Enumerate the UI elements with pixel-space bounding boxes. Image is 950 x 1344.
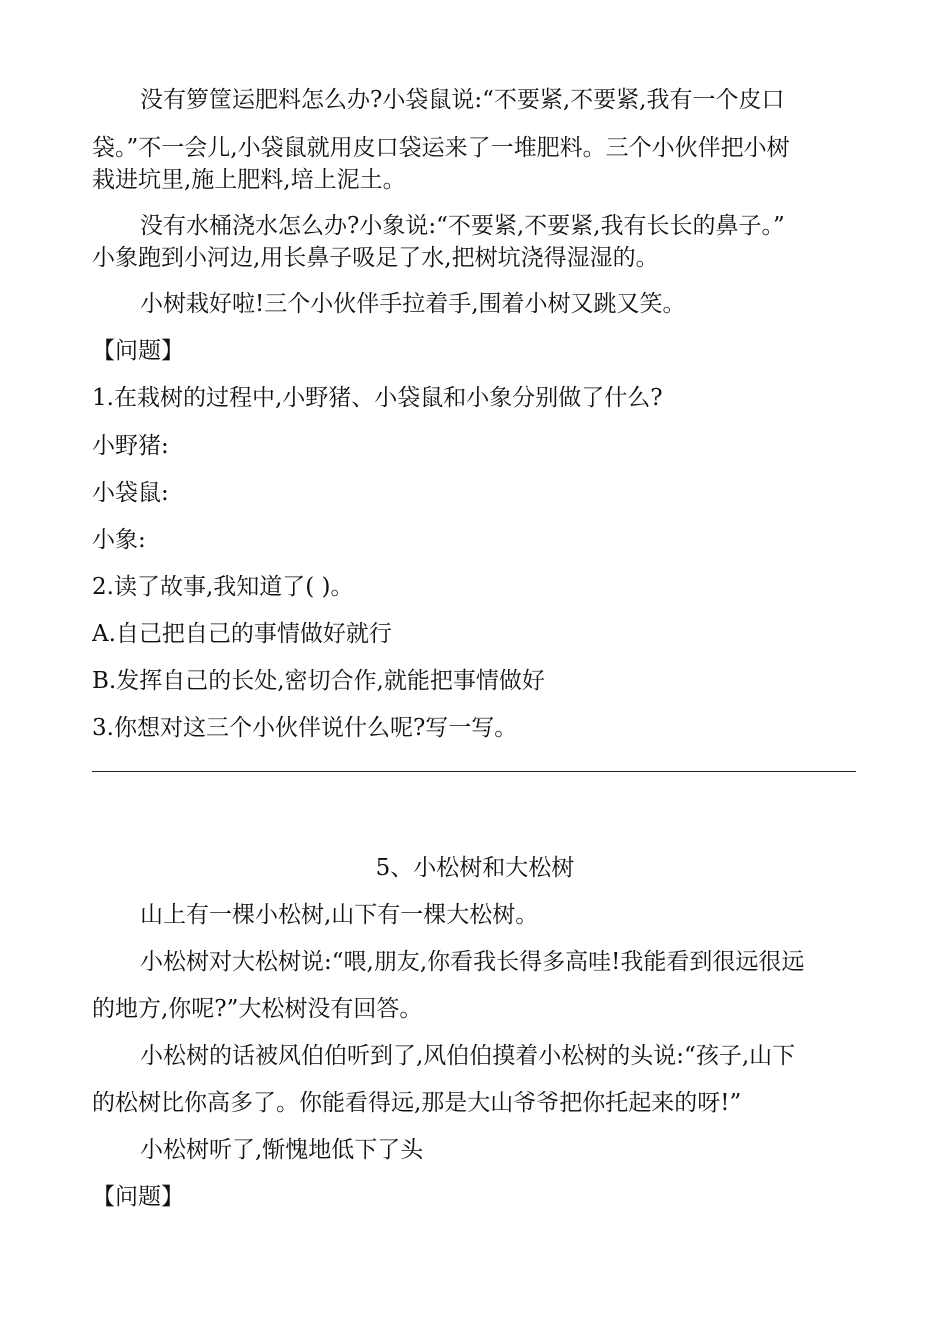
answer-label-wild-boar: 小野猪: bbox=[92, 433, 169, 459]
story1-para2-line1: 没有水桶浇水怎么办?小象说:“不要紧,不要紧,我有长长的鼻子。” bbox=[140, 213, 785, 239]
question-1: 1.在栽树的过程中,小野猪、小袋鼠和小象分别做了什么? bbox=[92, 385, 663, 411]
story2-para4: 小松树听了,惭愧地低下了头 bbox=[140, 1137, 424, 1163]
answer-label-elephant: 小象: bbox=[92, 527, 146, 553]
story2-para3-line1: 小松树的话被风伯伯听到了,风伯伯摸着小松树的头说:“孩子,山下 bbox=[140, 1043, 796, 1069]
question-2: 2.读了故事,我知道了( )。 bbox=[92, 574, 354, 600]
story2-title: 5、小松树和大松树 bbox=[375, 855, 575, 881]
question-2-option-b: B.发挥自己的长处,密切合作,就能把事情做好 bbox=[92, 668, 545, 694]
answer-line bbox=[92, 771, 856, 772]
story1-para2-line2: 小象跑到小河边,用长鼻子吸足了水,把树坑浇得湿湿的。 bbox=[92, 245, 659, 271]
question-2-option-a: A.自己把自己的事情做好就行 bbox=[92, 621, 392, 647]
story2-para1: 山上有一棵小松树,山下有一棵大松树。 bbox=[140, 902, 539, 928]
answer-label-kangaroo: 小袋鼠: bbox=[92, 480, 169, 506]
story2-para2-line2: 的地方,你呢?”大松树没有回答。 bbox=[92, 996, 423, 1022]
story1-questions-heading: 【问题】 bbox=[92, 338, 184, 364]
story2-para2-line1: 小松树对大松树说:“喂,朋友,你看我长得多高哇!我能看到很远很远 bbox=[140, 949, 805, 975]
story2-questions-heading: 【问题】 bbox=[92, 1184, 184, 1210]
story1-para1-line2: 袋。”不一会儿,小袋鼠就用皮口袋运来了一堆肥料。三个小伙伴把小树 bbox=[92, 135, 790, 161]
story2-para3-line2: 的松树比你高多了。你能看得远,那是大山爷爷把你托起来的呀!” bbox=[92, 1090, 742, 1116]
question-3: 3.你想对这三个小伙伴说什么呢?写一写。 bbox=[92, 715, 518, 741]
story1-para1-line3: 栽进坑里,施上肥料,培上泥土。 bbox=[92, 167, 406, 193]
story1-para1-line1: 没有箩筐运肥料怎么办?小袋鼠说:“不要紧,不要紧,我有一个皮口 bbox=[140, 87, 785, 113]
story1-para3-line1: 小树栽好啦!三个小伙伴手拉着手,围着小树又跳又笑。 bbox=[140, 291, 686, 317]
